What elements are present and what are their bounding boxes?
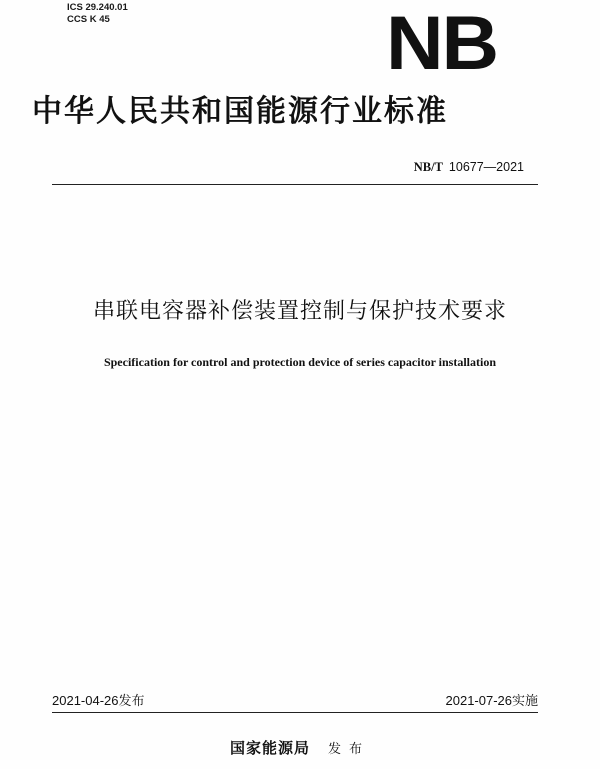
effective-date: 2021-07-26实施 xyxy=(445,693,538,708)
bottom-divider xyxy=(52,712,538,713)
issue-date: 2021-04-26发布 xyxy=(52,693,145,708)
publisher-action: 发布 xyxy=(328,742,371,757)
standard-number-value: 10677—2021 xyxy=(448,160,524,174)
nb-logo: NB xyxy=(386,1,498,86)
chinese-title: 串联电容器补偿装置控制与保护技术要求 xyxy=(92,299,507,324)
ccs-code: CCS K 45 xyxy=(67,14,110,25)
standard-code: NB/T xyxy=(413,160,443,174)
publisher xyxy=(0,738,600,760)
top-divider xyxy=(52,184,538,185)
organization-title: 中华人民共和国能源行业标准 xyxy=(32,94,448,129)
classification-codes xyxy=(67,2,128,26)
publisher-name: 国家能源局 xyxy=(229,739,310,757)
ics-code: ICS 29.240.01 xyxy=(67,2,128,13)
standard-number xyxy=(414,159,524,175)
english-title: Specification for control and protection device of series capacitor installation xyxy=(103,355,497,369)
